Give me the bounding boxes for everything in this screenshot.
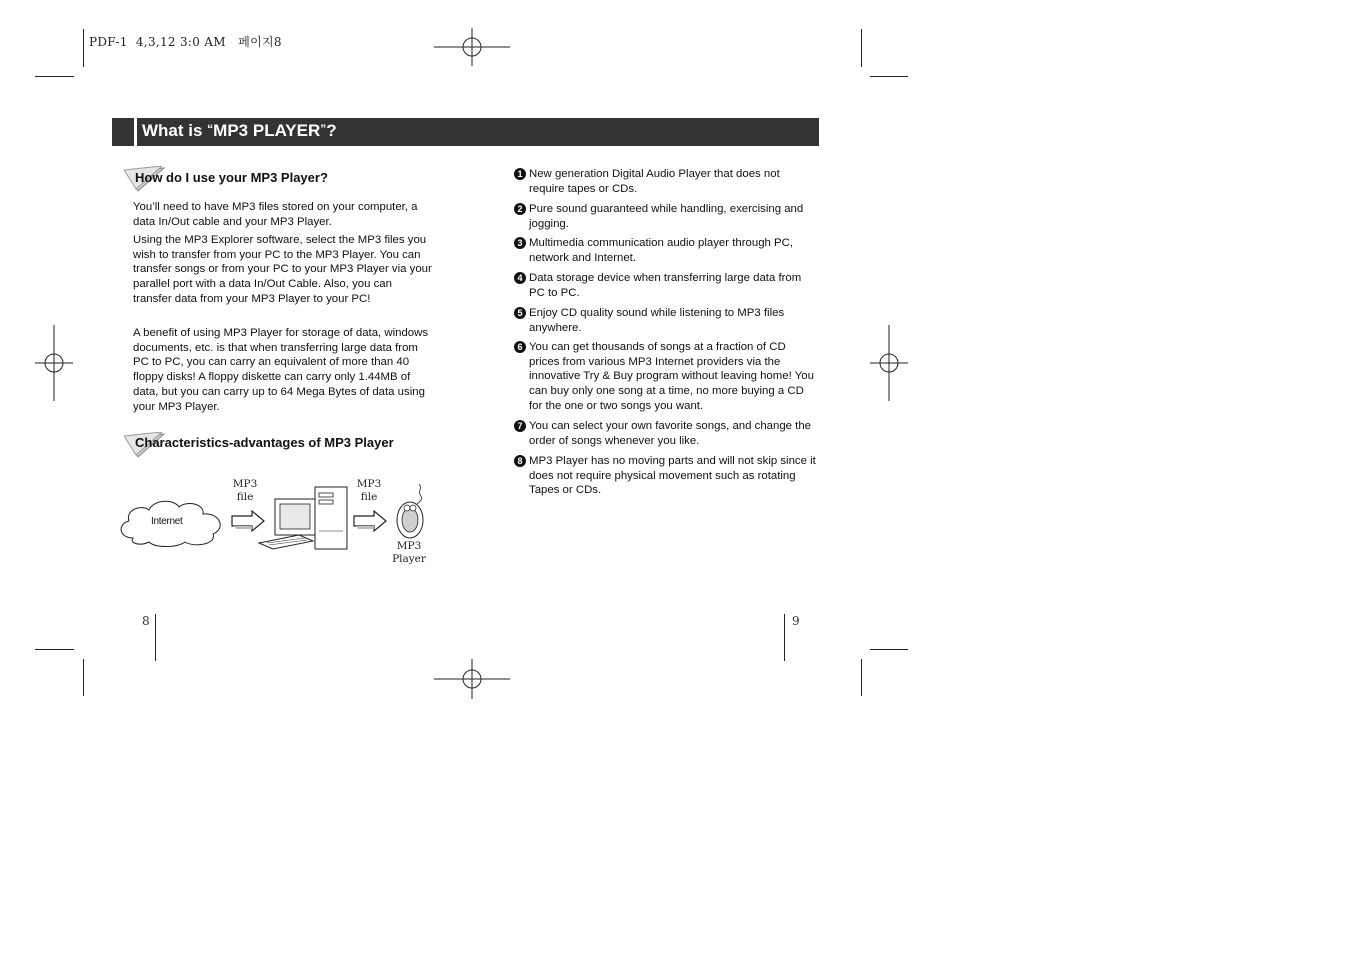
crop-mark — [870, 76, 908, 77]
page-title-name: MP3 PLAYER — [213, 121, 321, 140]
mp3-player-label — [387, 540, 431, 565]
number-badge: 5 — [514, 307, 526, 319]
arrow-right-icon — [352, 509, 388, 533]
mp3-player-label-line2: Player — [392, 552, 426, 565]
mp3-file-label-line1: MP3 — [232, 478, 258, 490]
registration-mark-left — [16, 325, 92, 401]
number-badge: 2 — [514, 203, 526, 215]
mp3-file-label-line2: file — [360, 490, 378, 503]
page-number-rule — [784, 614, 785, 661]
page-title-close-quote: ” — [320, 122, 327, 136]
transfer-diagram — [115, 476, 435, 572]
mp3-file-label-line2: file — [236, 490, 254, 503]
list-item-text: Multimedia communication audio player through PC, network and Internet. — [529, 237, 794, 264]
page-title — [142, 121, 337, 141]
crop-mark — [870, 649, 908, 650]
mp3-player-label-line1: MP3 — [396, 540, 422, 552]
page-number-rule — [155, 614, 156, 661]
page-number-right: 9 — [792, 614, 800, 628]
crop-mark — [861, 659, 862, 696]
list-item-text: MP3 Player has no moving parts and will not skip since it does not require physical movement such as rotating Tapes or CDs. — [529, 455, 816, 497]
crop-mark — [35, 76, 74, 77]
page-title-open-quote: “ — [207, 122, 214, 136]
print-slug: PDF-1 4,3,12 3:0 AM 페이지8 — [89, 35, 282, 49]
list-item-text: New generation Digital Audio Player that does not require tapes or CDs. — [529, 168, 780, 195]
section-heading-how-to-use: How do I use your MP3 Player? — [135, 170, 328, 185]
paragraph-transfer: Using the MP3 Explorer software, select the MP3 files you wish to transfer from your PC to the MP3 Player. You can transfer songs or from your PC to your MP3 Player via your parallel port with a data In/Out Cable. Also, you can transfer data from your MP3 Player to your PC! — [133, 234, 432, 305]
number-badge: 6 — [514, 341, 526, 353]
paragraph-requirements: You’ll need to have MP3 files stored on your computer, a data In/Out cable and your MP3 Player. — [133, 201, 418, 228]
number-badge: 1 — [514, 168, 526, 180]
number-badge: 8 — [514, 455, 526, 467]
section-heading-characteristics: Characteristics-advantages of MP3 Player — [135, 435, 394, 450]
paragraph-storage-benefit: A benefit of using MP3 Player for storage of data, windows documents, etc. is that when transferring large data from PC to PC, you can carry an equivalent of more than 40 floppy disks! A floppy diskette can carry only 1.44MB of data, but you can carry up to 64 Mega Bytes of data using your MP3 Player. — [133, 327, 429, 413]
internet-label: Internet — [151, 516, 183, 527]
title-bar-divider — [134, 118, 137, 146]
mp3-file-label-line1: MP3 — [356, 478, 382, 490]
number-badge: 7 — [514, 420, 526, 432]
desktop-computer-icon — [255, 481, 351, 553]
page-number-left: 8 — [142, 614, 150, 628]
list-item-text: Enjoy CD quality sound while listening to MP3 files anywhere. — [529, 307, 785, 334]
crop-mark — [83, 659, 84, 696]
page-title-suffix: ? — [326, 121, 337, 140]
crop-mark — [83, 29, 84, 67]
crop-mark — [861, 29, 862, 67]
page-title-prefix: What is — [142, 121, 208, 140]
registration-mark-right — [851, 325, 927, 401]
registration-mark-bottom — [434, 641, 510, 717]
crop-mark — [35, 649, 74, 650]
mp3-file-label — [353, 478, 385, 503]
list-item-text: You can select your own favorite songs, and change the order of songs whenever you like. — [529, 420, 812, 447]
registration-mark-top — [434, 9, 510, 85]
list-item-text: Pure sound guaranteed while handling, exercising and jogging. — [529, 203, 804, 230]
mp3-player-device-icon — [393, 482, 427, 540]
number-badge: 4 — [514, 272, 526, 284]
number-badge: 3 — [514, 237, 526, 249]
list-item-text: You can get thousands of songs at a fraction of CD prices from various MP3 Internet providers via the innovative Try & Buy program without leaving home! You can buy only one song at a time, no more buying a CD for the one or two songs you want. — [529, 341, 814, 412]
list-item-text: Data storage device when transferring large data from PC to PC. — [529, 272, 802, 299]
